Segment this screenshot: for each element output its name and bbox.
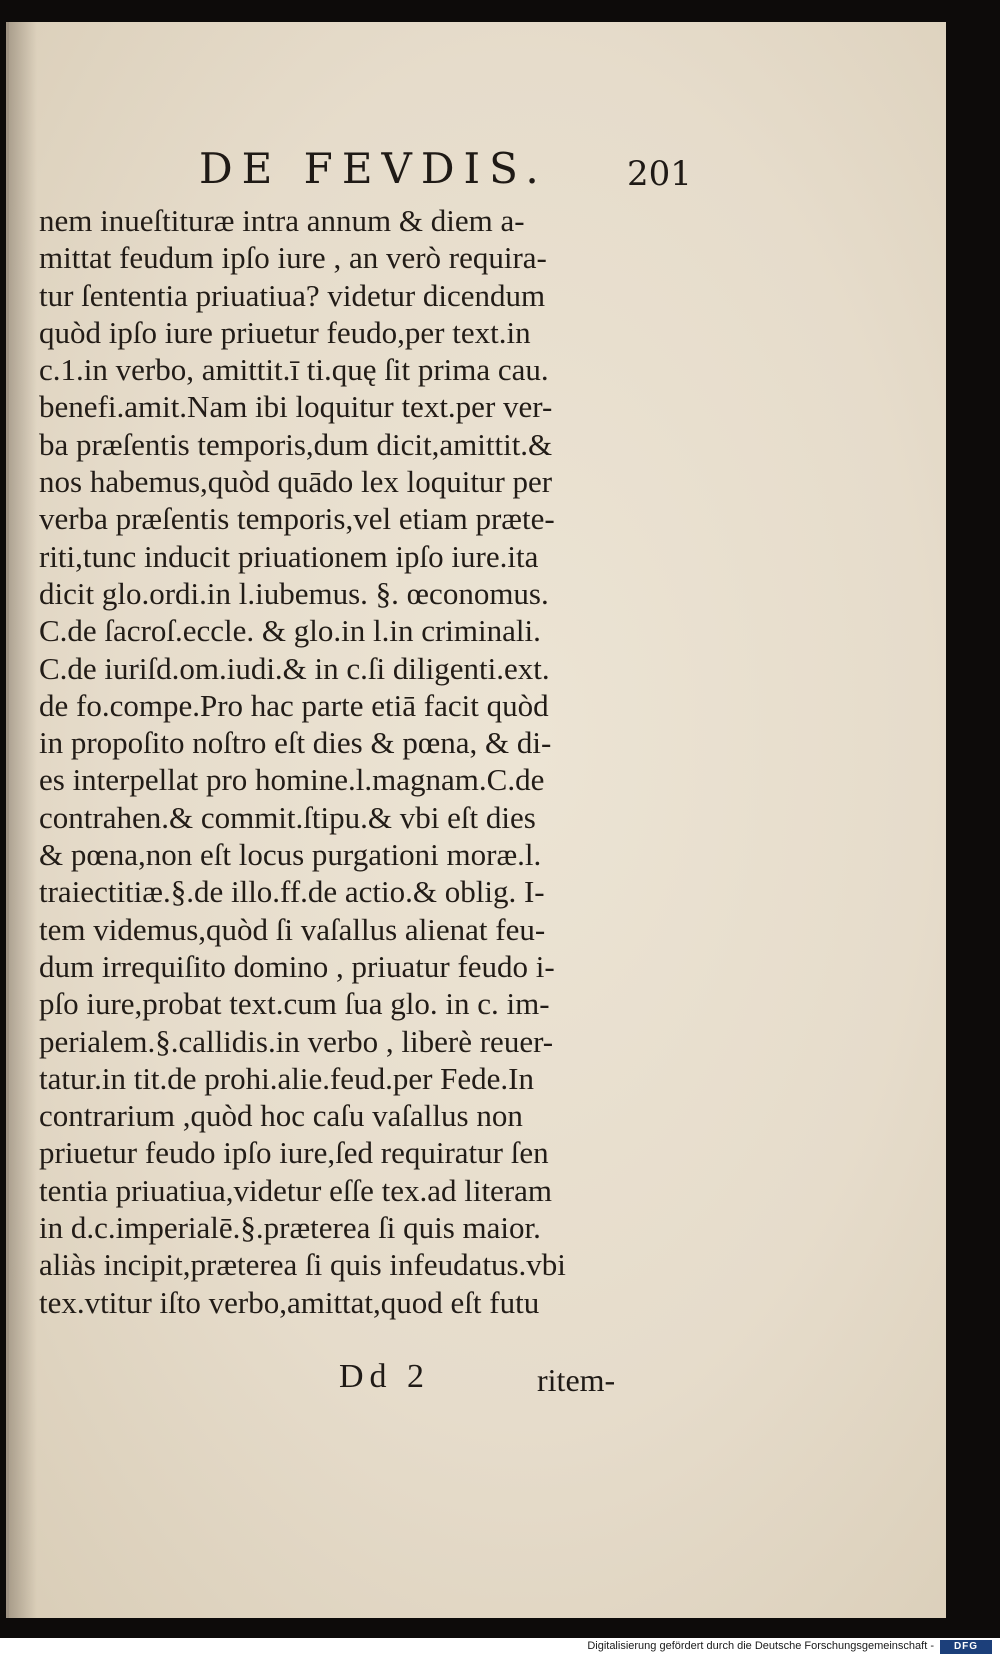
text-line: tex.vtitur iſto verbo,amittat,quod eſt futu xyxy=(39,1284,540,1320)
text-line: tur ſententia priuatiua? videtur dicendum xyxy=(39,277,546,313)
text-line: tem videmus,quòd ſi vaſallus alienat feu- xyxy=(39,911,546,947)
credit-text: Digitalisierung gefördert durch die Deutsche Forschungsgemeinschaft - xyxy=(587,1640,934,1652)
text-line: mittat feudum ipſo iure , an verò requira- xyxy=(39,240,547,276)
text-line: contrarium ,quòd hoc caſu vaſallus non xyxy=(39,1098,523,1134)
signature-mark: Dd 2 xyxy=(339,1358,431,1395)
text-line: riti,tunc inducit priuationem ipſo iure.ita xyxy=(39,538,539,574)
text-line: ba præſentis temporis,dum dicit,amittit.& xyxy=(39,426,553,462)
text-line: contrahen.& commit.ſtipu.& vbi eſt dies xyxy=(39,799,536,835)
text-line: & pœna,non eſt locus purgationi moræ.l. xyxy=(39,837,542,873)
page-footer xyxy=(9,1358,946,1408)
page-number: 201 xyxy=(627,154,692,194)
text-line: es interpellat pro homine.l.magnam.C.de xyxy=(39,762,545,798)
page-header xyxy=(9,144,946,204)
text-line: in d.c.imperialē.§.præterea ſi quis maior. xyxy=(39,1210,541,1246)
text-line: aliàs incipit,præterea ſi quis infeudatus.vbi xyxy=(39,1247,566,1283)
text-line: quòd ipſo iure priuetur feudo,per text.in xyxy=(39,314,531,350)
text-line: priuetur feudo ipſo iure,ſed requiratur ſen xyxy=(39,1135,549,1171)
text-line: dum irrequiſito domino , priuatur feudo i- xyxy=(39,948,555,984)
text-line: de fo.compe.Pro hac parte etiā facit quòd xyxy=(39,687,549,723)
text-line: tatur.in tit.de prohi.alie.feud.per Fede.In xyxy=(39,1060,534,1096)
text-line: tentia priuatiua,videtur eſſe tex.ad literam xyxy=(39,1172,553,1208)
text-line: nem inueſtituræ intra annum & diem a- xyxy=(39,203,525,238)
running-title: DE FEVDIS. xyxy=(199,144,548,193)
text-line: C.de ſacroſ.eccle. & glo.in l.in criminali. xyxy=(39,613,541,649)
text-line: C.de iuriſd.om.iudi.& in c.ſi diligenti.ext. xyxy=(39,650,550,686)
text-line: benefi.amit.Nam ibi loquitur text.per ver- xyxy=(39,389,553,425)
text-line: pſo iure,probat text.cum ſua glo. in c. im- xyxy=(39,986,550,1022)
text-line: c.1.in verbo, amittit.ī ti.quę ſit prima cau. xyxy=(39,352,549,388)
text-line: traiectitiæ.§.de illo.ff.de actio.& oblig. I- xyxy=(39,874,545,910)
text-line: nos habemus,quòd quādo lex loquitur per xyxy=(39,464,553,500)
text-line: verba præſentis temporis,vel etiam præte- xyxy=(39,501,555,537)
book-page xyxy=(6,22,946,1618)
text-body xyxy=(39,202,679,1321)
catchword: ritem- xyxy=(537,1362,616,1398)
text-line: perialem.§.callidis.in verbo , liberè reuer- xyxy=(39,1023,554,1059)
text-line: in propoſito noſtro eſt dies & pœna, & di- xyxy=(39,725,552,761)
text-line: dicit glo.ordi.in l.iubemus. §. œconomus. xyxy=(39,575,549,611)
credit-bar xyxy=(0,1638,1000,1657)
dfg-logo: DFG xyxy=(940,1640,992,1654)
